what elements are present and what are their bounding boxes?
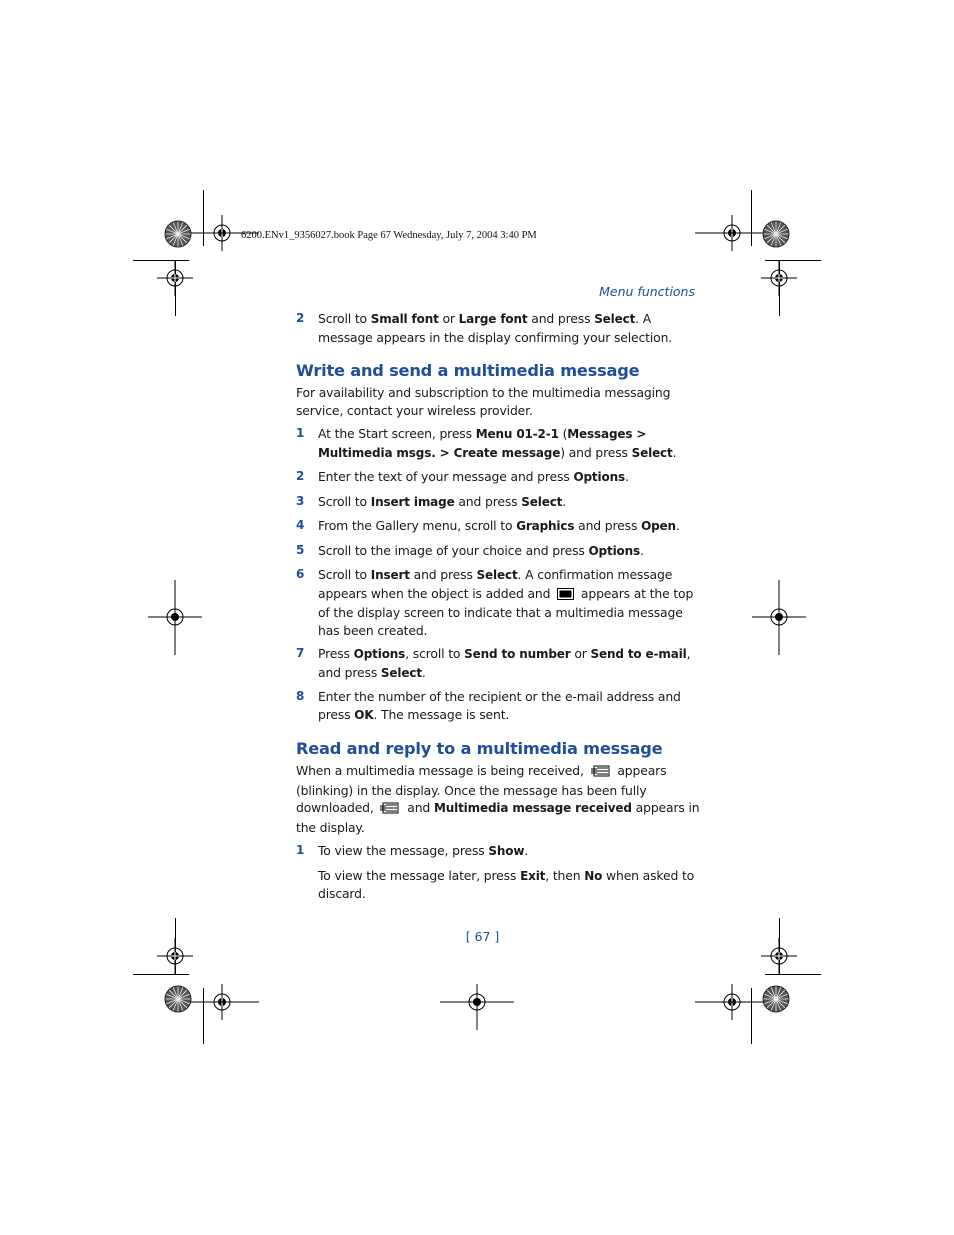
step-2-font: 2 Scroll to Small font or Large font and press Select. A message appears in the display confirming your selection. (296, 311, 673, 345)
list-item: 5 Scroll to the image of your choice and press Options. (296, 542, 644, 558)
envelope-message-icon (591, 764, 611, 782)
list-item: 1 At the Start screen, press Menu 01-2-1 (Messages > Multimedia msgs. > Create message) and press Select. (296, 426, 677, 460)
list-item: 8 Enter the number of the recipient or the e-mail address and press OK. The message is sent. (296, 689, 681, 722)
section-intro: When a multimedia message is being received, appears (blinking) in the display. Once the message has been fully downloaded, and Multimedia message received appears in the display. (296, 763, 700, 835)
sub-step-text: To view the message later, press Exit, then No when asked to discard. (318, 867, 695, 901)
running-header: Menu functions (599, 284, 695, 299)
list-item: 3 Scroll to Insert image and press Select. (296, 493, 567, 509)
envelope-message-icon (380, 801, 400, 819)
section-heading-read: Read and reply to a multimedia message (296, 739, 663, 758)
section-heading-write: Write and send a multimedia message (296, 361, 640, 380)
registration-mark-icon (157, 938, 193, 974)
registration-mark-icon (761, 938, 797, 974)
print-slug: 6200.ENv1_9356027.book Page 67 Wednesday, July 7, 2004 3:40 PM (241, 230, 537, 241)
registration-mark-icon (761, 260, 797, 296)
registration-mark-icon (157, 260, 193, 296)
page-number: [ 67 ] (465, 929, 500, 944)
section-intro: For availability and subscription to the multimedia messaging service, contact your wireless provider. (296, 385, 671, 418)
step-number: 2 (296, 311, 305, 325)
list-item: 4 From the Gallery menu, scroll to Graphics and press Open. (296, 518, 680, 533)
starburst-mark-icon (763, 221, 789, 247)
list-item: 1 To view the message, press Show. (296, 843, 529, 858)
page-content (296, 310, 706, 903)
multimedia-message-icon (557, 587, 574, 605)
list-item: 6 Scroll to Insert and press Select. A confirmation message appears when the object is added and appears at the top of the display screen to indicate that a multimedia message has been created. (296, 567, 694, 638)
starburst-mark-icon (165, 221, 191, 247)
list-item: 2 Enter the text of your message and press Options. (296, 469, 629, 484)
list-item: 7 Press Options, scroll to Send to number or Send to e-mail, and press Select. (296, 646, 691, 680)
starburst-mark-icon (165, 986, 191, 1012)
starburst-mark-icon (763, 986, 789, 1012)
